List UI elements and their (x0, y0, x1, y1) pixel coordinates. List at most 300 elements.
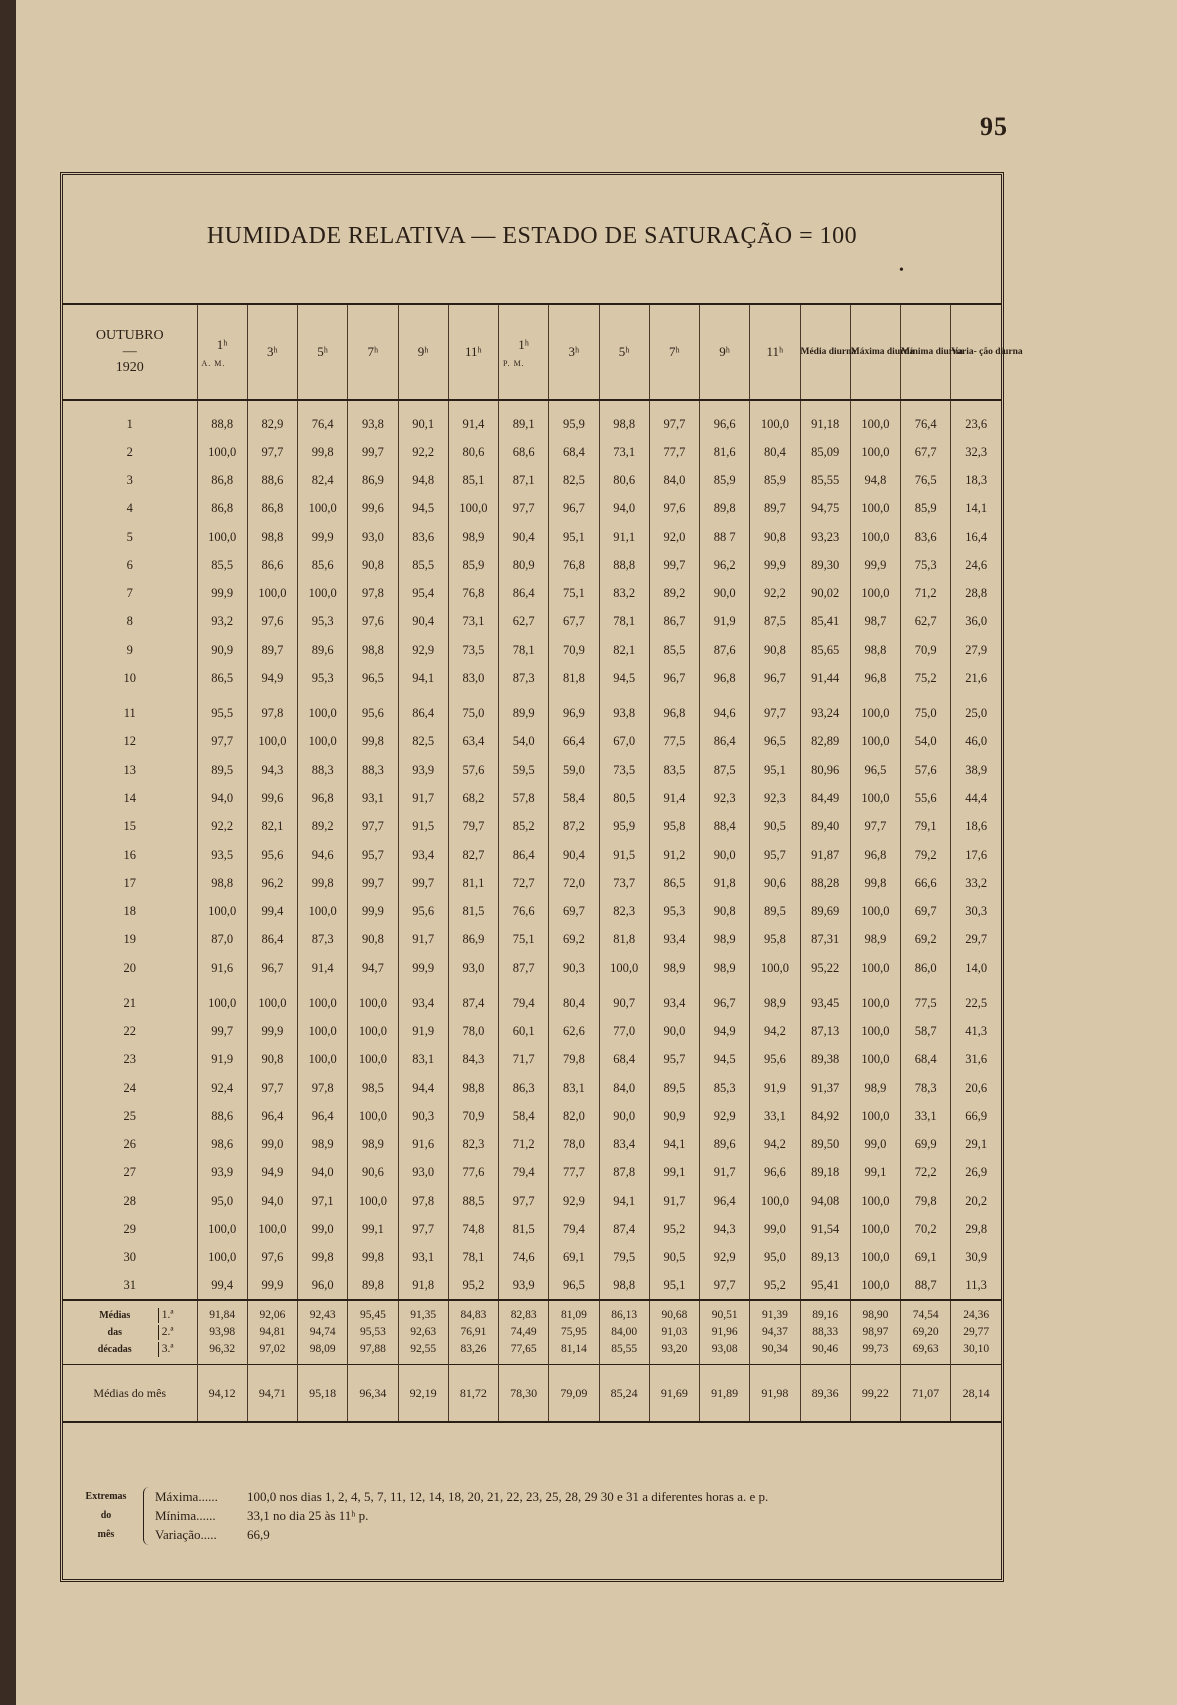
value-cell: 99,9 (298, 523, 348, 551)
var-cell: 30,3 (951, 897, 1001, 925)
value-cell: 87,8 (599, 1159, 649, 1187)
var-cell: 14,0 (951, 954, 1001, 982)
value-cell: 82,5 (549, 466, 599, 494)
value-cell: 91,8 (398, 1272, 448, 1300)
value-cell: 85,55 (599, 1340, 649, 1364)
value-cell: 100,0 (298, 897, 348, 925)
value-cell: 88,8 (197, 400, 247, 438)
month-label: OUTUBRO (95, 328, 164, 343)
value-cell: 91,7 (398, 784, 448, 812)
value-cell: 76,4 (298, 400, 348, 438)
value-cell: 75,1 (549, 579, 599, 607)
value-cell: 78,1 (599, 608, 649, 636)
min-cell: 69,7 (901, 897, 951, 925)
value-cell: 93,4 (649, 926, 699, 954)
value-cell: 96,8 (700, 664, 750, 692)
extreme-variacao (155, 1525, 270, 1544)
value-cell: 97,6 (348, 608, 398, 636)
ink-dot: • (899, 263, 904, 278)
media-cell: 93,23 (800, 523, 850, 551)
max-cell: 100,0 (850, 1017, 900, 1045)
value-cell: 72,0 (549, 869, 599, 897)
value-cell: 91,96 (700, 1324, 750, 1340)
value-cell: 94,5 (398, 495, 448, 523)
value-cell: 100,0 (247, 1215, 297, 1243)
value-cell: 87,0 (197, 926, 247, 954)
value-cell: 99,0 (298, 1215, 348, 1243)
value-cell: 96,7 (750, 664, 800, 692)
max-cell: 98,8 (850, 636, 900, 664)
value-cell: 96,34 (348, 1364, 398, 1422)
hour-header (348, 305, 398, 400)
var-cell: 30,9 (951, 1244, 1001, 1272)
max-cell: 96,8 (850, 664, 900, 692)
value-cell: 92,06 (247, 1300, 297, 1324)
max-cell: 97,7 (850, 813, 900, 841)
value-cell: 94,3 (247, 756, 297, 784)
value-cell: 96,7 (247, 954, 297, 982)
value-cell: 74,49 (499, 1324, 549, 1340)
hour-header (298, 305, 348, 400)
var-cell: 18,3 (951, 466, 1001, 494)
value-cell: 79,5 (599, 1244, 649, 1272)
day-cell: 4 (126, 501, 133, 516)
value-cell: 59,5 (499, 756, 549, 784)
var-cell: 30,10 (951, 1340, 1001, 1364)
var-cell: 28,8 (951, 579, 1001, 607)
value-cell: 100,0 (448, 495, 498, 523)
max-cell: 99,1 (850, 1159, 900, 1187)
hour-label: 9ʰ (719, 344, 730, 359)
decade-label: décadas (97, 1343, 132, 1355)
table-row (63, 495, 1001, 523)
max-cell: 99,9 (850, 551, 900, 579)
decade-row (63, 1340, 1001, 1364)
media-cell: 93,45 (800, 982, 850, 1017)
max-cell: 100,0 (850, 728, 900, 756)
day-cell: 9 (126, 642, 133, 657)
value-cell: 88,3 (298, 756, 348, 784)
value-cell: 73,7 (599, 869, 649, 897)
value-cell: 89,6 (298, 636, 348, 664)
min-cell: 75,2 (901, 664, 951, 692)
value-cell: 100,0 (298, 579, 348, 607)
media-cell: 85,65 (800, 636, 850, 664)
value-cell: 74,6 (499, 1244, 549, 1272)
value-cell: 79,09 (549, 1364, 599, 1422)
value-cell: 84,0 (599, 1074, 649, 1102)
value-cell: 97,7 (247, 438, 297, 466)
value-cell: 94,0 (298, 1159, 348, 1187)
value-cell: 58,4 (549, 784, 599, 812)
value-cell: 93,4 (398, 982, 448, 1017)
table-row (63, 784, 1001, 812)
media-cell: 93,24 (800, 693, 850, 728)
value-cell: 86,3 (499, 1074, 549, 1102)
value-cell: 96,6 (750, 1159, 800, 1187)
value-cell: 94,5 (599, 664, 649, 692)
min-cell: 79,2 (901, 841, 951, 869)
table-row (63, 693, 1001, 728)
value-cell: 100,0 (298, 982, 348, 1017)
value-cell: 100,0 (197, 523, 247, 551)
value-cell: 94,0 (599, 495, 649, 523)
value-cell: 81,14 (549, 1340, 599, 1364)
media-cell: 91,44 (800, 664, 850, 692)
value-cell: 79,8 (549, 1046, 599, 1074)
value-cell: 95,1 (750, 756, 800, 784)
page (16, 0, 1177, 1705)
value-cell: 93,9 (499, 1272, 549, 1300)
table-row (63, 1159, 1001, 1187)
value-cell: 90,0 (700, 579, 750, 607)
maxima-header: Máxima diurna (850, 305, 900, 400)
value-cell: 79,4 (549, 1215, 599, 1243)
value-cell: 87,7 (499, 954, 549, 982)
value-cell: 84,3 (448, 1046, 498, 1074)
table-row (63, 954, 1001, 982)
value-cell: 99,4 (247, 897, 297, 925)
min-cell: 66,6 (901, 869, 951, 897)
value-cell: 94,2 (750, 1017, 800, 1045)
media-cell: 84,92 (800, 1102, 850, 1130)
hour-label: 9ʰ (417, 344, 429, 359)
max-cell: 100,0 (850, 982, 900, 1017)
day-cell: 22 (123, 1023, 136, 1038)
table-row (63, 869, 1001, 897)
value-cell: 74,8 (448, 1215, 498, 1243)
value-cell: 90,8 (247, 1046, 297, 1074)
value-cell: 78,30 (499, 1364, 549, 1422)
value-cell: 89,2 (649, 579, 699, 607)
min-cell: 68,4 (901, 1046, 951, 1074)
day-cell: 2 (126, 444, 133, 459)
value-cell: 95,3 (298, 608, 348, 636)
value-cell: 82,3 (599, 897, 649, 925)
value-cell: 95,45 (348, 1300, 398, 1324)
max-cell: 100,0 (850, 693, 900, 728)
day-cell: 21 (123, 995, 136, 1010)
value-cell: 82,0 (549, 1102, 599, 1130)
value-cell: 100,0 (197, 438, 247, 466)
value-cell: 95,4 (398, 579, 448, 607)
value-cell: 91,35 (398, 1300, 448, 1324)
extreme-minima (155, 1506, 368, 1525)
value-cell: 94,37 (750, 1324, 800, 1340)
value-cell: 68,4 (549, 438, 599, 466)
value-cell: 90,4 (499, 523, 549, 551)
year-label: 1920 (115, 360, 144, 375)
value-cell: 89,9 (499, 693, 549, 728)
value-cell: 90,3 (398, 1102, 448, 1130)
max-cell: 100,0 (850, 1102, 900, 1130)
value-cell: 100,0 (247, 728, 297, 756)
value-cell: 97,8 (398, 1187, 448, 1215)
value-cell: 85,2 (499, 813, 549, 841)
value-cell: 81,72 (448, 1364, 498, 1422)
value-cell: 77,7 (649, 438, 699, 466)
value-cell: 89,5 (197, 756, 247, 784)
value-cell: 96,2 (700, 551, 750, 579)
value-cell: 100,0 (247, 579, 297, 607)
value-cell: 82,3 (448, 1131, 498, 1159)
min-cell: 69,9 (901, 1131, 951, 1159)
media-cell: 91,54 (800, 1215, 850, 1243)
var-cell: 38,9 (951, 756, 1001, 784)
table-row (63, 1215, 1001, 1243)
value-cell: 68,4 (599, 1046, 649, 1074)
value-cell: 96,0 (298, 1272, 348, 1300)
min-cell: 67,7 (901, 438, 951, 466)
value-cell: 95,6 (398, 897, 448, 925)
value-cell: 90,4 (549, 841, 599, 869)
media-cell: 94,75 (800, 495, 850, 523)
value-cell: 91,39 (750, 1300, 800, 1324)
min-cell: 88,7 (901, 1272, 951, 1300)
table-row (63, 466, 1001, 494)
min-cell: 71,07 (901, 1364, 951, 1422)
value-cell: 85,9 (750, 466, 800, 494)
max-cell: 98,9 (850, 926, 900, 954)
value-cell: 33,1 (750, 1102, 800, 1130)
max-cell: 98,90 (850, 1300, 900, 1324)
hour-header (247, 305, 297, 400)
value-cell: 100,0 (247, 982, 297, 1017)
value-cell: 62,6 (549, 1017, 599, 1045)
media-cell: 91,18 (800, 400, 850, 438)
day-cell: 3 (126, 472, 133, 487)
value-cell: 76,8 (549, 551, 599, 579)
value-cell: 86,13 (599, 1300, 649, 1324)
extremes-brace (143, 1487, 151, 1545)
value-cell: 77,5 (649, 728, 699, 756)
value-cell: 100,0 (348, 1102, 398, 1130)
value-cell: 91,7 (398, 926, 448, 954)
table-row (63, 1187, 1001, 1215)
value-cell: 73,5 (448, 636, 498, 664)
value-cell: 94,8 (398, 466, 448, 494)
min-cell: 78,3 (901, 1074, 951, 1102)
extremes-label-1: Extremas (85, 1491, 127, 1502)
header-row (63, 305, 1001, 400)
decade-label: das (107, 1326, 122, 1338)
var-cell: 66,9 (951, 1102, 1001, 1130)
value-cell: 91,4 (448, 400, 498, 438)
day-cell: 5 (126, 529, 133, 544)
value-cell: 98,8 (197, 869, 247, 897)
value-cell: 93,2 (197, 608, 247, 636)
value-cell: 85,5 (649, 636, 699, 664)
value-cell: 90,34 (750, 1340, 800, 1364)
value-cell: 92,43 (298, 1300, 348, 1324)
value-cell: 96,5 (750, 728, 800, 756)
table-row (63, 1017, 1001, 1045)
value-cell: 94,74 (298, 1324, 348, 1340)
variacao-header: Varia- ção diurna (951, 305, 1001, 400)
value-cell: 81,1 (448, 869, 498, 897)
day-cell: 30 (123, 1250, 136, 1265)
value-cell: 85,9 (448, 551, 498, 579)
value-cell: 97,7 (649, 400, 699, 438)
table-row (63, 400, 1001, 438)
value-cell: 96,8 (649, 693, 699, 728)
value-cell: 69,2 (549, 926, 599, 954)
max-cell: 100,0 (850, 495, 900, 523)
value-cell: 91,84 (197, 1300, 247, 1324)
var-cell: 24,36 (951, 1300, 1001, 1324)
value-cell: 99,9 (197, 579, 247, 607)
value-cell: 78,1 (448, 1244, 498, 1272)
value-cell: 93,0 (398, 1159, 448, 1187)
value-cell: 83,4 (599, 1131, 649, 1159)
value-cell: 95,7 (348, 841, 398, 869)
month-dash: — (122, 344, 137, 359)
var-cell: 20,6 (951, 1074, 1001, 1102)
media-cell: 91,87 (800, 841, 850, 869)
value-cell: 97,02 (247, 1340, 297, 1364)
value-cell: 70,9 (448, 1102, 498, 1130)
table-title: HUMIDADE RELATIVA — ESTADO DE SATURAÇÃO = 100 (206, 223, 858, 249)
var-cell: 46,0 (951, 728, 1001, 756)
value-cell: 96,7 (700, 982, 750, 1017)
value-cell: 99,7 (398, 869, 448, 897)
value-cell: 91,9 (700, 608, 750, 636)
value-cell: 100,0 (599, 954, 649, 982)
value-cell: 96,7 (549, 495, 599, 523)
value-cell: 78,0 (448, 1017, 498, 1045)
value-cell: 84,83 (448, 1300, 498, 1324)
decade-label-cell (63, 1324, 197, 1340)
value-cell: 91,9 (750, 1074, 800, 1102)
value-cell: 77,0 (599, 1017, 649, 1045)
media-cell: 89,50 (800, 1131, 850, 1159)
value-cell: 82,5 (398, 728, 448, 756)
table-row (63, 1244, 1001, 1272)
var-cell: 17,6 (951, 841, 1001, 869)
value-cell: 96,9 (549, 693, 599, 728)
value-cell: 71,2 (499, 1131, 549, 1159)
value-cell: 93,4 (649, 982, 699, 1017)
value-cell: 90,0 (599, 1102, 649, 1130)
value-cell: 95,0 (197, 1187, 247, 1215)
decade-number: 1.ª (158, 1308, 188, 1323)
value-cell: 99,7 (348, 869, 398, 897)
hour-header (700, 305, 750, 400)
media-cell: 85,55 (800, 466, 850, 494)
value-cell: 91,7 (649, 1187, 699, 1215)
value-cell: 95,7 (750, 841, 800, 869)
value-cell: 90,0 (649, 1017, 699, 1045)
value-cell: 89,7 (247, 636, 297, 664)
value-cell: 91,2 (649, 841, 699, 869)
day-cell: 14 (123, 790, 136, 805)
var-cell: 26,9 (951, 1159, 1001, 1187)
table-row (63, 926, 1001, 954)
table-row (63, 756, 1001, 784)
value-cell: 95,0 (750, 1244, 800, 1272)
max-cell: 100,0 (850, 1244, 900, 1272)
table-row (63, 551, 1001, 579)
variacao-text: 66,9 (247, 1527, 270, 1542)
table-row (63, 897, 1001, 925)
min-cell: 57,6 (901, 756, 951, 784)
media-cell: 85,41 (800, 608, 850, 636)
value-cell: 98,9 (700, 926, 750, 954)
value-cell: 94,0 (247, 1187, 297, 1215)
value-cell: 82,9 (247, 400, 297, 438)
max-cell: 96,8 (850, 841, 900, 869)
table-row (63, 1272, 1001, 1300)
media-cell: 90,46 (800, 1340, 850, 1364)
hour-label: 7ʰ (669, 344, 680, 359)
day-cell: 20 (123, 960, 136, 975)
day-cell: 15 (123, 819, 136, 834)
day-cell: 12 (123, 734, 136, 749)
value-cell: 96,7 (649, 664, 699, 692)
value-cell: 90,9 (649, 1102, 699, 1130)
value-cell: 98,9 (750, 982, 800, 1017)
table-row (63, 1046, 1001, 1074)
table-row (63, 1074, 1001, 1102)
value-cell: 83,2 (599, 579, 649, 607)
value-cell: 89,1 (499, 400, 549, 438)
value-cell: 76,8 (448, 579, 498, 607)
page-number: 95 (980, 112, 1008, 141)
value-cell: 87,2 (549, 813, 599, 841)
table-row (63, 841, 1001, 869)
table-row (63, 636, 1001, 664)
value-cell: 94,81 (247, 1324, 297, 1340)
day-cell: 28 (123, 1193, 136, 1208)
value-cell: 95,7 (649, 1046, 699, 1074)
var-cell: 29,7 (951, 926, 1001, 954)
var-cell: 36,0 (951, 608, 1001, 636)
max-cell: 100,0 (850, 897, 900, 925)
max-cell: 99,22 (850, 1364, 900, 1422)
value-cell: 97,7 (499, 495, 549, 523)
media-cell: 84,49 (800, 784, 850, 812)
table-row (63, 523, 1001, 551)
value-cell: 96,4 (700, 1187, 750, 1215)
value-cell: 90,68 (649, 1300, 699, 1324)
media-cell: 87,13 (800, 1017, 850, 1045)
value-cell: 97,7 (197, 728, 247, 756)
var-cell: 21,6 (951, 664, 1001, 692)
value-cell: 80,4 (549, 982, 599, 1017)
value-cell: 98,9 (298, 1131, 348, 1159)
hour-label: 5ʰ (618, 344, 630, 359)
value-cell: 69,1 (549, 1244, 599, 1272)
month-means-row (63, 1364, 1001, 1422)
value-cell: 97,88 (348, 1340, 398, 1364)
max-cell: 98,9 (850, 1074, 900, 1102)
value-cell: 94,5 (700, 1046, 750, 1074)
summary-rows (63, 1300, 1001, 1422)
value-cell: 93,9 (398, 756, 448, 784)
day-cell: 16 (123, 847, 136, 862)
value-cell: 75,1 (499, 926, 549, 954)
media-cell: 89,38 (800, 1046, 850, 1074)
value-cell: 99,9 (750, 551, 800, 579)
value-cell: 89,7 (750, 495, 800, 523)
value-cell: 89,8 (348, 1272, 398, 1300)
value-cell: 82,7 (448, 841, 498, 869)
value-cell: 86,6 (247, 551, 297, 579)
value-cell: 78,0 (549, 1131, 599, 1159)
decade-number: 2.ª (158, 1325, 188, 1340)
day-cell: 23 (123, 1052, 136, 1067)
value-cell: 94,9 (247, 664, 297, 692)
